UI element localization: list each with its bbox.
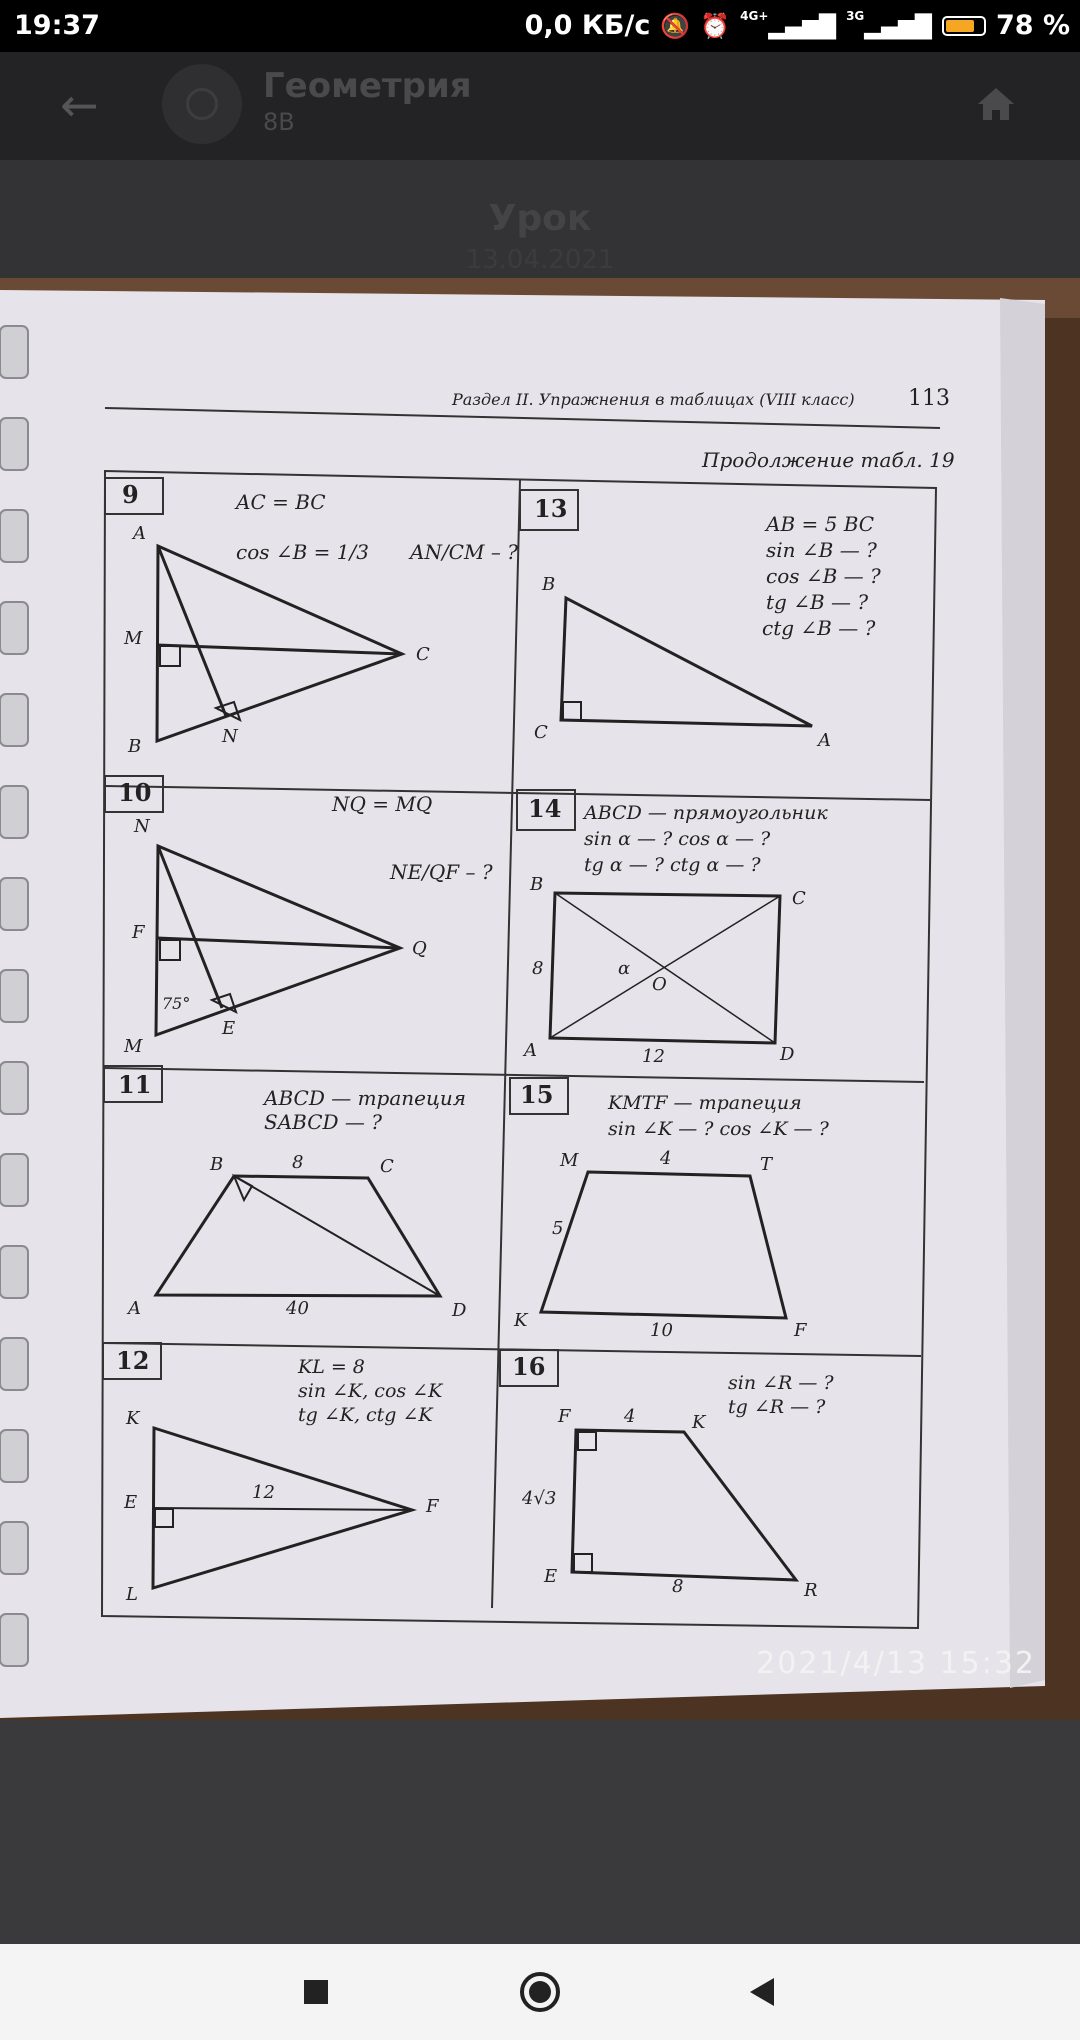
- home-icon[interactable]: [972, 80, 1020, 128]
- status-time: 19:37: [14, 10, 100, 41]
- point-label: A: [133, 523, 146, 544]
- point-label: C: [534, 722, 548, 743]
- problem-condition: ctg ∠B — ?: [762, 616, 876, 640]
- point-label: D: [780, 1044, 795, 1065]
- problem-condition: NE/QF – ?: [390, 860, 493, 884]
- problem-condition: sin ∠R — ?: [728, 1372, 834, 1394]
- point-label: M: [124, 628, 143, 649]
- point-label: A: [128, 1298, 141, 1319]
- point-label: E: [124, 1492, 138, 1513]
- problem-number: 11: [118, 1070, 152, 1099]
- point-label: M: [560, 1150, 579, 1171]
- problem-condition: AN/CM – ?: [410, 540, 518, 564]
- problem-number: 9: [122, 480, 139, 509]
- lesson-header: [0, 160, 1080, 278]
- problem-condition: KMTF — трапеция: [608, 1092, 802, 1114]
- chat-title: Геометрия: [263, 66, 472, 106]
- angle-label: 75°: [162, 994, 191, 1013]
- problem-condition: tg ∠R — ?: [728, 1396, 826, 1418]
- side-label: 4√3: [522, 1488, 557, 1509]
- problem-number: 16: [512, 1352, 546, 1381]
- point-label: O: [652, 974, 667, 995]
- battery-icon: [942, 16, 986, 36]
- side-label: 8: [532, 958, 544, 979]
- problem-condition: AC = BC: [236, 490, 326, 514]
- point-label: A: [818, 730, 831, 751]
- point-label: B: [530, 874, 544, 895]
- mute-bell-icon: 🔕: [660, 11, 691, 40]
- avatar: [162, 64, 242, 144]
- side-label: 12: [252, 1482, 275, 1503]
- problem-condition: ABCD — прямоугольник: [584, 802, 828, 824]
- side-label: 8: [292, 1152, 304, 1173]
- point-label: C: [380, 1156, 394, 1177]
- problem-condition: sin ∠K — ? cos ∠K — ?: [608, 1118, 829, 1140]
- photo-viewer[interactable]: [0, 278, 1080, 1720]
- problem-condition: sin ∠B — ?: [766, 538, 877, 562]
- problem-condition: sin α — ? cos α — ?: [584, 828, 771, 850]
- angle-label: α: [618, 958, 631, 979]
- signal-4g-icon: 4G+▂▄▆█: [740, 9, 837, 40]
- side-label: 4: [660, 1148, 672, 1169]
- problem-condition: tg α — ? ctg α — ?: [584, 854, 761, 876]
- point-label: C: [792, 888, 806, 909]
- network-speed: 0,0 КБ/с: [524, 10, 651, 41]
- point-label: T: [760, 1154, 773, 1175]
- alarm-icon: ⏰: [700, 11, 731, 40]
- problem-number: 13: [534, 494, 568, 523]
- point-label: Q: [412, 938, 427, 959]
- chat-subtitle: 8В: [263, 108, 295, 136]
- lesson-date: 13.04.2021: [465, 245, 615, 275]
- status-icons: [525, 10, 1070, 41]
- side-label: 10: [650, 1320, 673, 1341]
- point-label: K: [514, 1310, 528, 1331]
- status-bar: [0, 0, 1080, 52]
- problem-condition: NQ = MQ: [332, 792, 433, 816]
- side-label: 5: [552, 1218, 564, 1239]
- page-number: 113: [908, 386, 950, 411]
- problem-condition: tg ∠B — ?: [766, 590, 869, 614]
- point-label: A: [524, 1040, 537, 1061]
- table-caption: Продолжение табл. 19: [702, 448, 955, 472]
- side-label: 12: [642, 1046, 665, 1067]
- arrow-left-icon[interactable]: ←: [60, 78, 99, 132]
- point-label: M: [124, 1036, 143, 1057]
- point-label: F: [132, 922, 145, 943]
- point-label: F: [558, 1406, 571, 1427]
- photo-timestamp: 2021/4/13 15:32: [756, 1646, 1036, 1681]
- problem-condition: cos ∠B — ?: [766, 564, 881, 588]
- point-label: K: [692, 1412, 706, 1433]
- point-label: L: [126, 1584, 138, 1605]
- problem-number: 14: [528, 794, 562, 823]
- point-label: E: [222, 1018, 236, 1039]
- point-label: F: [426, 1496, 439, 1517]
- problem-condition: tg ∠K, ctg ∠K: [298, 1404, 433, 1426]
- problem-condition: sin ∠K, cos ∠K: [298, 1380, 443, 1402]
- problem-condition: SABCD — ?: [264, 1110, 382, 1134]
- problem-condition: KL = 8: [298, 1356, 365, 1378]
- point-label: N: [222, 726, 238, 747]
- point-label: B: [210, 1154, 224, 1175]
- problem-condition: AB = 5 BC: [766, 512, 875, 536]
- signal-3g-icon: 3G▂▄▆█: [846, 9, 932, 40]
- problem-number: 10: [118, 778, 152, 807]
- navigation-bar: [0, 1944, 1080, 2040]
- battery-percent: 78 %: [995, 10, 1070, 41]
- point-label: N: [134, 816, 150, 837]
- problem-condition: cos ∠B = 1/3: [236, 540, 369, 564]
- point-label: C: [416, 644, 430, 665]
- circle-icon[interactable]: [492, 1944, 588, 2040]
- page-header: Раздел II. Упражнения в таблицах (VIII класс): [452, 390, 855, 409]
- problem-number: 12: [116, 1346, 150, 1375]
- point-label: D: [452, 1300, 467, 1321]
- point-label: B: [542, 574, 556, 595]
- point-label: B: [128, 736, 142, 757]
- point-label: K: [126, 1408, 140, 1429]
- point-label: R: [804, 1580, 818, 1601]
- side-label: 4: [624, 1406, 636, 1427]
- square-icon[interactable]: [268, 1944, 364, 2040]
- problem-condition: ABCD — трапеция: [264, 1086, 467, 1110]
- point-label: F: [794, 1320, 807, 1341]
- lesson-title: Урок: [488, 198, 592, 239]
- side-label: 40: [286, 1298, 309, 1319]
- triangle-icon[interactable]: [714, 1944, 810, 2040]
- side-label: 8: [672, 1576, 684, 1597]
- app-bar: [0, 52, 1080, 160]
- point-label: E: [544, 1566, 558, 1587]
- problem-number: 15: [520, 1080, 554, 1109]
